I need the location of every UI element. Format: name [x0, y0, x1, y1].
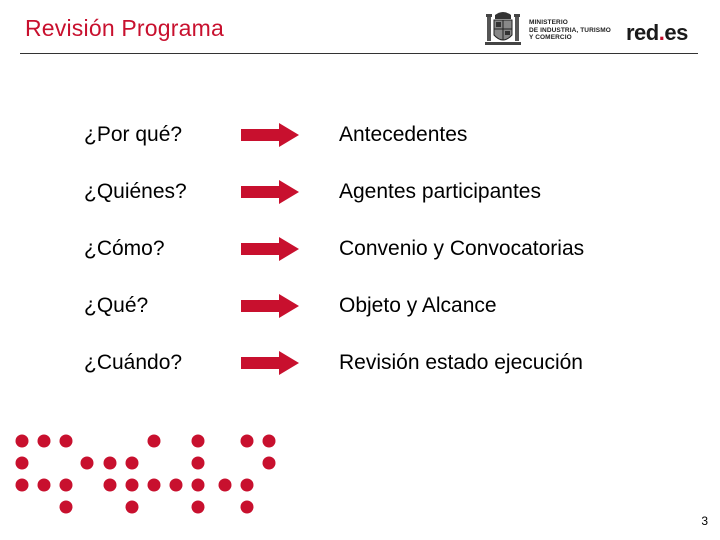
arrow-right-icon [241, 123, 299, 147]
agenda-question: ¿Cómo? [84, 237, 165, 260]
agenda-question: ¿Por qué? [84, 123, 183, 146]
decorative-dot [81, 457, 94, 470]
decorative-dot [104, 479, 117, 492]
decorative-dot [126, 479, 139, 492]
decorative-dot [192, 479, 205, 492]
agenda-question: ¿Cuándo? [84, 351, 183, 374]
decorative-dot [192, 457, 205, 470]
dot-pattern-decoration [15, 432, 285, 518]
decorative-dot [170, 479, 183, 492]
decorative-dot [16, 457, 29, 470]
agenda-answer: Agentes participantes [339, 180, 541, 203]
coat-of-arms-icon [483, 9, 523, 49]
decorative-dot [219, 479, 232, 492]
decorative-dot [126, 501, 139, 514]
slide-title: Revisión Programa [25, 15, 224, 41]
agenda-row [0, 177, 720, 207]
decorative-dot [148, 435, 161, 448]
header-divider [20, 53, 698, 54]
decorative-dot [263, 435, 276, 448]
agenda-question: ¿Qué? [84, 294, 149, 317]
agenda-row [0, 234, 720, 264]
decorative-dot [241, 501, 254, 514]
agenda-answer: Antecedentes [339, 123, 468, 146]
arrow-right-icon [241, 294, 299, 318]
decorative-dot [16, 435, 29, 448]
decorative-dot [241, 435, 254, 448]
decorative-dot [241, 479, 254, 492]
decorative-dot [38, 435, 51, 448]
agenda-answer: Revisión estado ejecución [339, 351, 583, 374]
agenda-row [0, 348, 720, 378]
arrow-right-icon [241, 180, 299, 204]
ministry-name: MINISTERIO DE INDUSTRIA, TURISMO Y COMERCIO [529, 19, 611, 41]
brand-logo: red.es [626, 20, 688, 45]
decorative-dot [263, 457, 276, 470]
decorative-dot [38, 479, 51, 492]
decorative-dot [192, 435, 205, 448]
decorative-dot [192, 501, 205, 514]
agenda-answer: Objeto y Alcance [339, 294, 497, 317]
decorative-dot [126, 457, 139, 470]
ministry-logo [483, 9, 613, 49]
agenda-row [0, 120, 720, 150]
decorative-dot [16, 479, 29, 492]
arrow-right-icon [241, 351, 299, 375]
decorative-dot [60, 479, 73, 492]
decorative-dot [148, 479, 161, 492]
decorative-dot [60, 435, 73, 448]
agenda-row [0, 291, 720, 321]
page-number: 3 [701, 514, 708, 528]
decorative-dot [60, 501, 73, 514]
decorative-dot [104, 457, 117, 470]
agenda-answer: Convenio y Convocatorias [339, 237, 585, 260]
agenda-question: ¿Quiénes? [84, 180, 187, 203]
arrow-right-icon [241, 237, 299, 261]
